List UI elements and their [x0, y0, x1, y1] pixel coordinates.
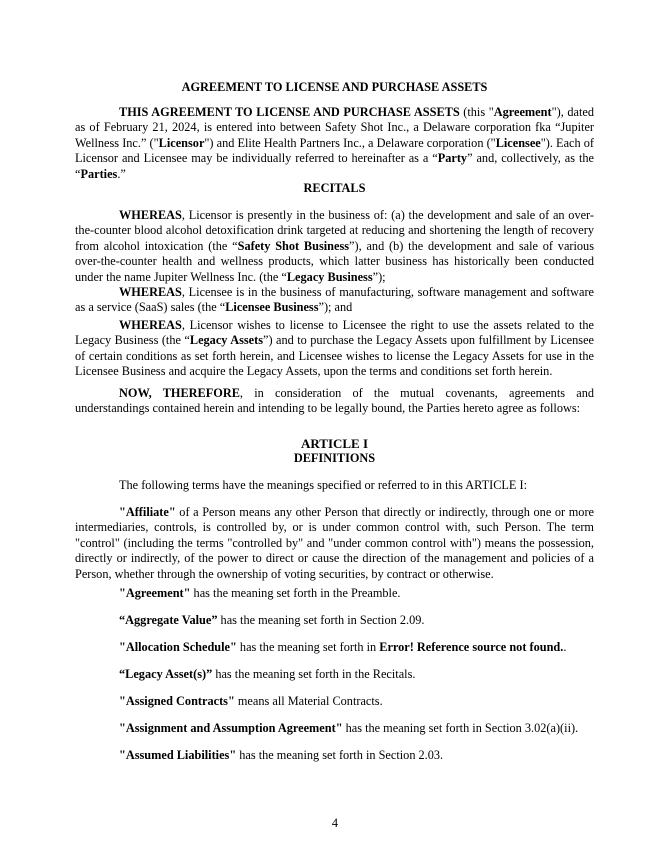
preamble-lead: THIS AGREEMENT TO LICENSE AND PURCHASE ASSETS — [119, 105, 460, 119]
definition-legacy-assets — [119, 667, 594, 682]
text: "). Each of Licensor and Licensee may be individually referred to hereinafter as a “ — [75, 135, 594, 166]
whereas-paragraph-3 — [75, 318, 594, 380]
definition-assumed-liabilities — [119, 748, 594, 763]
whereas-paragraph-2 — [75, 285, 594, 316]
defined-term: Party — [437, 151, 468, 166]
text: ") and Elite Health Partners Inc., a Delaware corporation (" — [204, 135, 496, 150]
definition-text: of a Person means any other Person that directly or indirectly, through one or more intermediaries, controls, is controlled by, or is under common control with, such Person. The term "control" (including the terms "controlled by" and "under common control with") means the possession, directly or indirectly, of the power to direct or cause the direction of the management and policies of a Person, whether through the ownership of voting securities, by contract or otherwise. — [75, 505, 594, 581]
text: , in consideration of the mutual covenants, agreements and understandings contained herein and intending to be legally bound, the Parties hereto agree as follows: — [75, 386, 595, 416]
definition-text: has the meaning set forth in — [236, 640, 380, 654]
definition-text: means all Material Contracts. — [234, 694, 383, 708]
defined-term: Agreement — [493, 105, 552, 119]
text: (this " — [459, 105, 494, 119]
article-heading: ARTICLE I — [300, 436, 369, 451]
definitions-intro-text: The following terms have the meanings specified or referred to in this ARTICLE I: — [119, 478, 528, 492]
definition-assigned-contracts — [119, 694, 594, 709]
defined-term: Licensor — [158, 135, 205, 150]
text: "), dated as of February 21, 2024, is entered into between Safety Shot Inc., a Delaware corporation fka “Jupiter Wellness Inc.” (" — [75, 105, 594, 150]
text: , Licensor wishes to license to Licensee the right to use the assets related to the Legacy Business (the “ — [75, 318, 594, 348]
defined-term: "Agreement" — [119, 586, 191, 600]
definitions-intro — [75, 478, 594, 493]
text: . — [563, 640, 567, 654]
definition-text: has the meaning set forth in Section 3.02(a)(ii). — [342, 721, 579, 735]
definition-text: has the meaning set forth in the Recitals. — [212, 667, 416, 681]
preamble-paragraph — [75, 105, 594, 182]
defined-term: Licensee Business — [225, 300, 319, 315]
whereas-paragraph-1 — [75, 208, 594, 285]
text: ” and, collectively, as the “ — [75, 151, 594, 181]
text: ”); — [372, 269, 386, 284]
defined-term: Safety Shot Business — [237, 238, 350, 253]
recitals-heading: RECITALS — [303, 181, 366, 195]
text: .” — [117, 166, 126, 181]
defined-term: "Assignment and Assumption Agreement" — [119, 721, 343, 735]
reference-error: Error! Reference source not found. — [379, 640, 564, 654]
definition-text: has the meaning set forth in Section 2.03. — [236, 748, 444, 762]
definition-aggregate-value — [119, 613, 594, 628]
definition-agreement — [119, 586, 594, 601]
defined-term: "Assigned Contracts" — [119, 694, 235, 708]
page-number: 4 — [331, 816, 339, 830]
text: ”) and to purchase the Legacy Assets upon fulfillment by Licensee of certain conditions as set forth herein, and Licensee wishes to license the Legacy Assets for use in the Licensee Business and acquire the Legacy Assets, upon the terms and conditions set forth herein. — [75, 333, 594, 379]
defined-term: Parties — [80, 166, 118, 181]
defined-term: “Legacy Asset(s)” — [119, 667, 213, 681]
definition-text: has the meaning set forth in the Preamble. — [190, 586, 401, 600]
text: , Licensee is in the business of manufacturing, software management and software as a service (SaaS) sales (the “ — [75, 285, 594, 315]
defined-term: Legacy Assets — [189, 333, 264, 348]
whereas-lead: WHEREAS — [119, 285, 182, 299]
defined-term: "Affiliate" — [119, 505, 176, 519]
defined-term: Licensee — [495, 135, 541, 150]
defined-term: Legacy Business — [286, 269, 373, 284]
text: , Licensor is presently in the business of: (a) the development and sale of an over-the-counter blood alcohol detoxification drink targeted at reducing and shortening the length of recovery from alcohol intoxication (the “ — [75, 208, 594, 253]
definitions-heading: DEFINITIONS — [293, 451, 376, 465]
definition-allocation-schedule — [119, 640, 594, 655]
defined-term: “Aggregate Value” — [119, 613, 218, 627]
now-therefore-paragraph — [75, 386, 594, 417]
now-therefore-lead: NOW, THEREFORE — [119, 386, 240, 400]
whereas-lead: WHEREAS — [119, 208, 182, 222]
whereas-lead: WHEREAS — [119, 318, 182, 332]
definition-affiliate — [75, 505, 594, 582]
document-title: AGREEMENT TO LICENSE AND PURCHASE ASSETS — [181, 80, 488, 94]
defined-term: "Allocation Schedule" — [119, 640, 237, 654]
definition-text: has the meaning set forth in Section 2.09. — [217, 613, 425, 627]
definition-assignment-assumption-agreement — [119, 721, 594, 736]
defined-term: "Assumed Liabilities" — [119, 748, 237, 762]
text: ”); and — [318, 300, 353, 315]
text: ”), and (b) the development and sale of various over-the-counter health and wellness products, which latter business has historically been conducted under the name Jupiter Wellness Inc. (the “ — [75, 238, 594, 284]
